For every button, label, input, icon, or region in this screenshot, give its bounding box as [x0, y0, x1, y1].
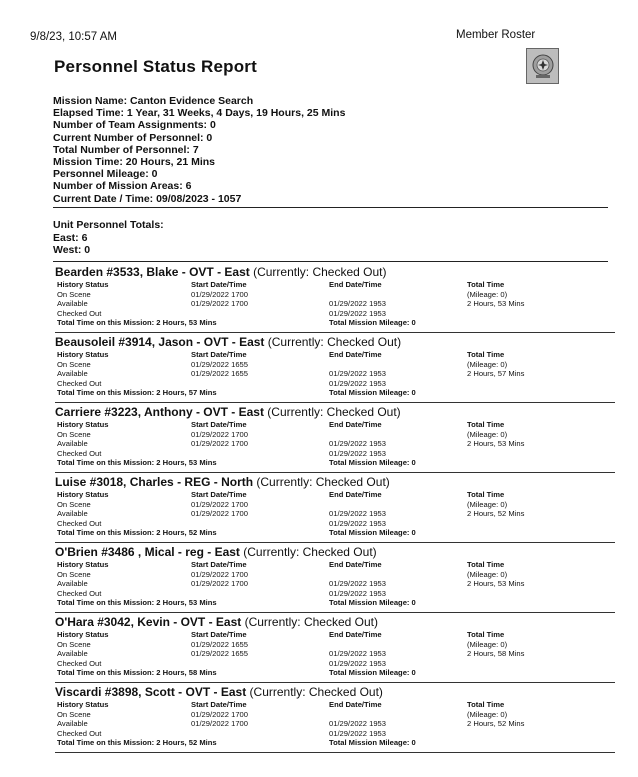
status-cell: Available [57, 579, 88, 589]
record-divider [55, 612, 615, 613]
total-mission-time: Total Time on this Mission: 2 Hours, 52 Mins [57, 528, 217, 537]
duration-cell: 2 Hours, 52 Mins [467, 509, 525, 519]
personnel-current-status: (Currently: Checked Out) [263, 405, 401, 419]
total-mission-mileage: Total Mission Mileage: 0 [329, 738, 416, 747]
status-cell: Checked Out [57, 658, 102, 668]
mileage-cell: (Mileage: 0) [467, 429, 508, 439]
end-cell: 01/29/2022 1953 [329, 719, 387, 729]
status-cell: Checked Out [57, 728, 102, 738]
start-datetime-header: Start Date/Time [191, 630, 247, 639]
start-cell: 01/29/2022 1700 [191, 439, 249, 449]
start-cell: 01/29/2022 1700 [191, 289, 249, 299]
mileage-cell: (Mileage: 0) [467, 569, 508, 579]
personnel-heading [55, 545, 615, 560]
unit-totals-heading: Unit Personnel Totals: [53, 219, 164, 231]
end-datetime-header: End Date/Time [329, 560, 382, 569]
total-mission-mileage: Total Mission Mileage: 0 [329, 388, 416, 397]
personnel-record [55, 265, 615, 335]
status-cell: On Scene [57, 429, 91, 439]
status-cell: Checked Out [57, 518, 102, 528]
personnel-current-status: (Currently: Checked Out) [249, 265, 387, 279]
personnel-name: Beausoleil #3914, Jason - OVT - East [55, 335, 265, 349]
start-cell: 01/29/2022 1700 [191, 579, 249, 589]
mission-name: Mission Name: Canton Evidence Search [53, 95, 254, 107]
unit-total-east: East: 6 [53, 231, 88, 244]
end-cell: 01/29/2022 1953 [329, 518, 387, 528]
status-cell: On Scene [57, 289, 91, 299]
end-cell: 01/29/2022 1953 [329, 579, 387, 589]
report-title: Personnel Status Report [54, 57, 257, 76]
total-time-header: Total Time [467, 560, 505, 569]
status-cell: Available [57, 439, 88, 449]
personnel-records [55, 265, 615, 755]
history-status-header: History Status [57, 560, 109, 569]
total-time-header: Total Time [467, 700, 505, 709]
total-mission-time: Total Time on this Mission: 2 Hours, 57 Mins [57, 388, 217, 397]
elapsed-time: Elapsed Time: 1 Year, 31 Weeks, 4 Days, 19 Hours, 25 Mins [53, 107, 346, 120]
personnel-record [55, 545, 615, 615]
end-cell: 01/29/2022 1953 [329, 299, 387, 309]
start-cell: 01/29/2022 1655 [191, 359, 249, 369]
history-status-header: History Status [57, 280, 109, 289]
unit-personnel-totals [53, 219, 164, 257]
total-mission-mileage: Total Mission Mileage: 0 [329, 458, 416, 467]
unit-total-west: West: 0 [53, 244, 91, 256]
personnel-name: Bearden #3533, Blake - OVT - East [55, 265, 250, 279]
team-assignments: Number of Team Assignments: 0 [53, 119, 216, 132]
start-cell: 01/29/2022 1655 [191, 369, 249, 379]
personnel-record [55, 685, 615, 755]
personnel-name: Luise #3018, Charles - REG - North [55, 475, 254, 489]
end-cell: 01/29/2022 1953 [329, 658, 387, 668]
personnel-record [55, 335, 615, 405]
history-status-header: History Status [57, 630, 109, 639]
end-cell: 01/29/2022 1953 [329, 439, 387, 449]
personnel-heading [55, 265, 615, 280]
duration-cell: 2 Hours, 53 Mins [467, 439, 525, 449]
start-datetime-header: Start Date/Time [191, 490, 247, 499]
status-cell: Checked Out [57, 308, 102, 318]
summary-divider [53, 207, 608, 208]
status-cell: On Scene [57, 569, 91, 579]
status-history-table [55, 630, 615, 683]
start-datetime-header: Start Date/Time [191, 420, 247, 429]
mission-time: Mission Time: 20 Hours, 21 Mins [53, 156, 216, 169]
status-cell: On Scene [57, 709, 91, 719]
total-mission-mileage: Total Mission Mileage: 0 [329, 318, 416, 327]
start-cell: 01/29/2022 1700 [191, 569, 249, 579]
status-cell: Checked Out [57, 448, 102, 458]
mileage-cell: (Mileage: 0) [467, 359, 508, 369]
personnel-current-status: (Currently: Checked Out) [246, 685, 383, 699]
start-cell: 01/29/2022 1655 [191, 639, 249, 649]
history-status-header: History Status [57, 490, 109, 499]
start-cell: 01/29/2022 1700 [191, 709, 249, 719]
mileage-cell: (Mileage: 0) [467, 499, 508, 509]
personnel-heading [55, 615, 615, 630]
mission-areas: Number of Mission Areas: 6 [53, 180, 192, 193]
start-datetime-header: Start Date/Time [191, 350, 247, 359]
personnel-name: O'Hara #3042, Kevin - OVT - East [55, 615, 242, 629]
status-history-table [55, 700, 615, 753]
personnel-name: Viscardi #3898, Scott - OVT - East [55, 685, 247, 699]
status-cell: On Scene [57, 359, 91, 369]
total-mission-time: Total Time on this Mission: 2 Hours, 53 Mins [57, 598, 217, 607]
personnel-record [55, 615, 615, 685]
personnel-heading [55, 475, 615, 490]
history-status-header: History Status [57, 700, 109, 709]
record-divider [55, 752, 615, 753]
end-cell: 01/29/2022 1953 [329, 378, 387, 388]
status-cell: Available [57, 509, 88, 519]
total-personnel: Total Number of Personnel: 7 [53, 143, 199, 156]
total-mission-mileage: Total Mission Mileage: 0 [329, 528, 416, 537]
status-history-table [55, 350, 615, 403]
duration-cell: 2 Hours, 53 Mins [467, 579, 525, 589]
mileage-cell: (Mileage: 0) [467, 639, 508, 649]
start-datetime-header: Start Date/Time [191, 280, 247, 289]
current-personnel: Current Number of Personnel: 0 [53, 131, 213, 144]
total-mission-mileage: Total Mission Mileage: 0 [329, 668, 416, 677]
record-divider [55, 402, 615, 403]
end-datetime-header: End Date/Time [329, 630, 382, 639]
record-divider [55, 472, 615, 473]
end-cell: 01/29/2022 1953 [329, 649, 387, 659]
record-divider [55, 682, 615, 683]
personnel-heading [55, 405, 615, 420]
start-cell: 01/29/2022 1700 [191, 499, 249, 509]
total-mission-time: Total Time on this Mission: 2 Hours, 53 Mins [57, 458, 217, 467]
mission-summary [53, 95, 613, 205]
end-cell: 01/29/2022 1953 [329, 588, 387, 598]
personnel-current-status: (Currently: Checked Out) [253, 475, 390, 489]
end-datetime-header: End Date/Time [329, 350, 382, 359]
start-cell: 01/29/2022 1700 [191, 719, 249, 729]
personnel-record [55, 405, 615, 475]
record-divider [55, 542, 615, 543]
personnel-mileage: Personnel Mileage: 0 [53, 168, 158, 181]
status-history-table [55, 280, 615, 333]
end-cell: 01/29/2022 1953 [329, 728, 387, 738]
status-cell: Checked Out [57, 378, 102, 388]
total-mission-time: Total Time on this Mission: 2 Hours, 52 Mins [57, 738, 217, 747]
total-time-header: Total Time [467, 630, 505, 639]
status-cell: Available [57, 369, 88, 379]
end-cell: 01/29/2022 1953 [329, 509, 387, 519]
total-time-header: Total Time [467, 350, 505, 359]
record-divider [55, 332, 615, 333]
end-datetime-header: End Date/Time [329, 420, 382, 429]
personnel-current-status: (Currently: Checked Out) [239, 545, 377, 559]
status-cell: Checked Out [57, 588, 102, 598]
roster-label: Member Roster [456, 29, 536, 41]
seal-icon [531, 53, 555, 79]
status-history-table [55, 490, 615, 543]
status-cell: Available [57, 649, 88, 659]
totals-divider [53, 261, 608, 262]
status-cell: Available [57, 719, 88, 729]
start-datetime-header: Start Date/Time [191, 700, 247, 709]
history-status-header: History Status [57, 420, 109, 429]
status-cell: On Scene [57, 639, 91, 649]
total-time-header: Total Time [467, 420, 505, 429]
duration-cell: 2 Hours, 52 Mins [467, 719, 525, 729]
personnel-current-status: (Currently: Checked Out) [241, 615, 378, 629]
personnel-record [55, 475, 615, 545]
start-cell: 01/29/2022 1700 [191, 429, 249, 439]
duration-cell: 2 Hours, 57 Mins [467, 369, 525, 379]
total-mission-time: Total Time on this Mission: 2 Hours, 58 Mins [57, 668, 217, 677]
total-time-header: Total Time [467, 280, 505, 289]
personnel-heading [55, 685, 615, 700]
personnel-name: O'Brien #3486 , Mical - reg - East [55, 545, 240, 559]
status-cell: On Scene [57, 499, 91, 509]
end-datetime-header: End Date/Time [329, 700, 382, 709]
end-datetime-header: End Date/Time [329, 280, 382, 289]
print-datetime: 9/8/23, 10:57 AM [30, 31, 117, 43]
duration-cell: 2 Hours, 58 Mins [467, 649, 525, 659]
total-mission-mileage: Total Mission Mileage: 0 [329, 598, 416, 607]
duration-cell: 2 Hours, 53 Mins [467, 299, 525, 309]
start-cell: 01/29/2022 1700 [191, 299, 249, 309]
history-status-header: History Status [57, 350, 109, 359]
start-datetime-header: Start Date/Time [191, 560, 247, 569]
personnel-name: Carriere #3223, Anthony - OVT - East [55, 405, 264, 419]
start-cell: 01/29/2022 1655 [191, 649, 249, 659]
current-datetime: Current Date / Time: 09/08/2023 - 1057 [53, 192, 242, 205]
total-mission-time: Total Time on this Mission: 2 Hours, 53 Mins [57, 318, 217, 327]
end-cell: 01/29/2022 1953 [329, 369, 387, 379]
mileage-cell: (Mileage: 0) [467, 709, 508, 719]
status-history-table [55, 560, 615, 613]
mileage-cell: (Mileage: 0) [467, 289, 508, 299]
end-datetime-header: End Date/Time [329, 490, 382, 499]
total-time-header: Total Time [467, 490, 505, 499]
personnel-current-status: (Currently: Checked Out) [264, 335, 402, 349]
end-cell: 01/29/2022 1953 [329, 448, 387, 458]
status-history-table [55, 420, 615, 473]
end-cell: 01/29/2022 1953 [329, 308, 387, 318]
agency-seal-logo [526, 48, 559, 84]
personnel-heading [55, 335, 615, 350]
start-cell: 01/29/2022 1700 [191, 509, 249, 519]
status-cell: Available [57, 299, 88, 309]
